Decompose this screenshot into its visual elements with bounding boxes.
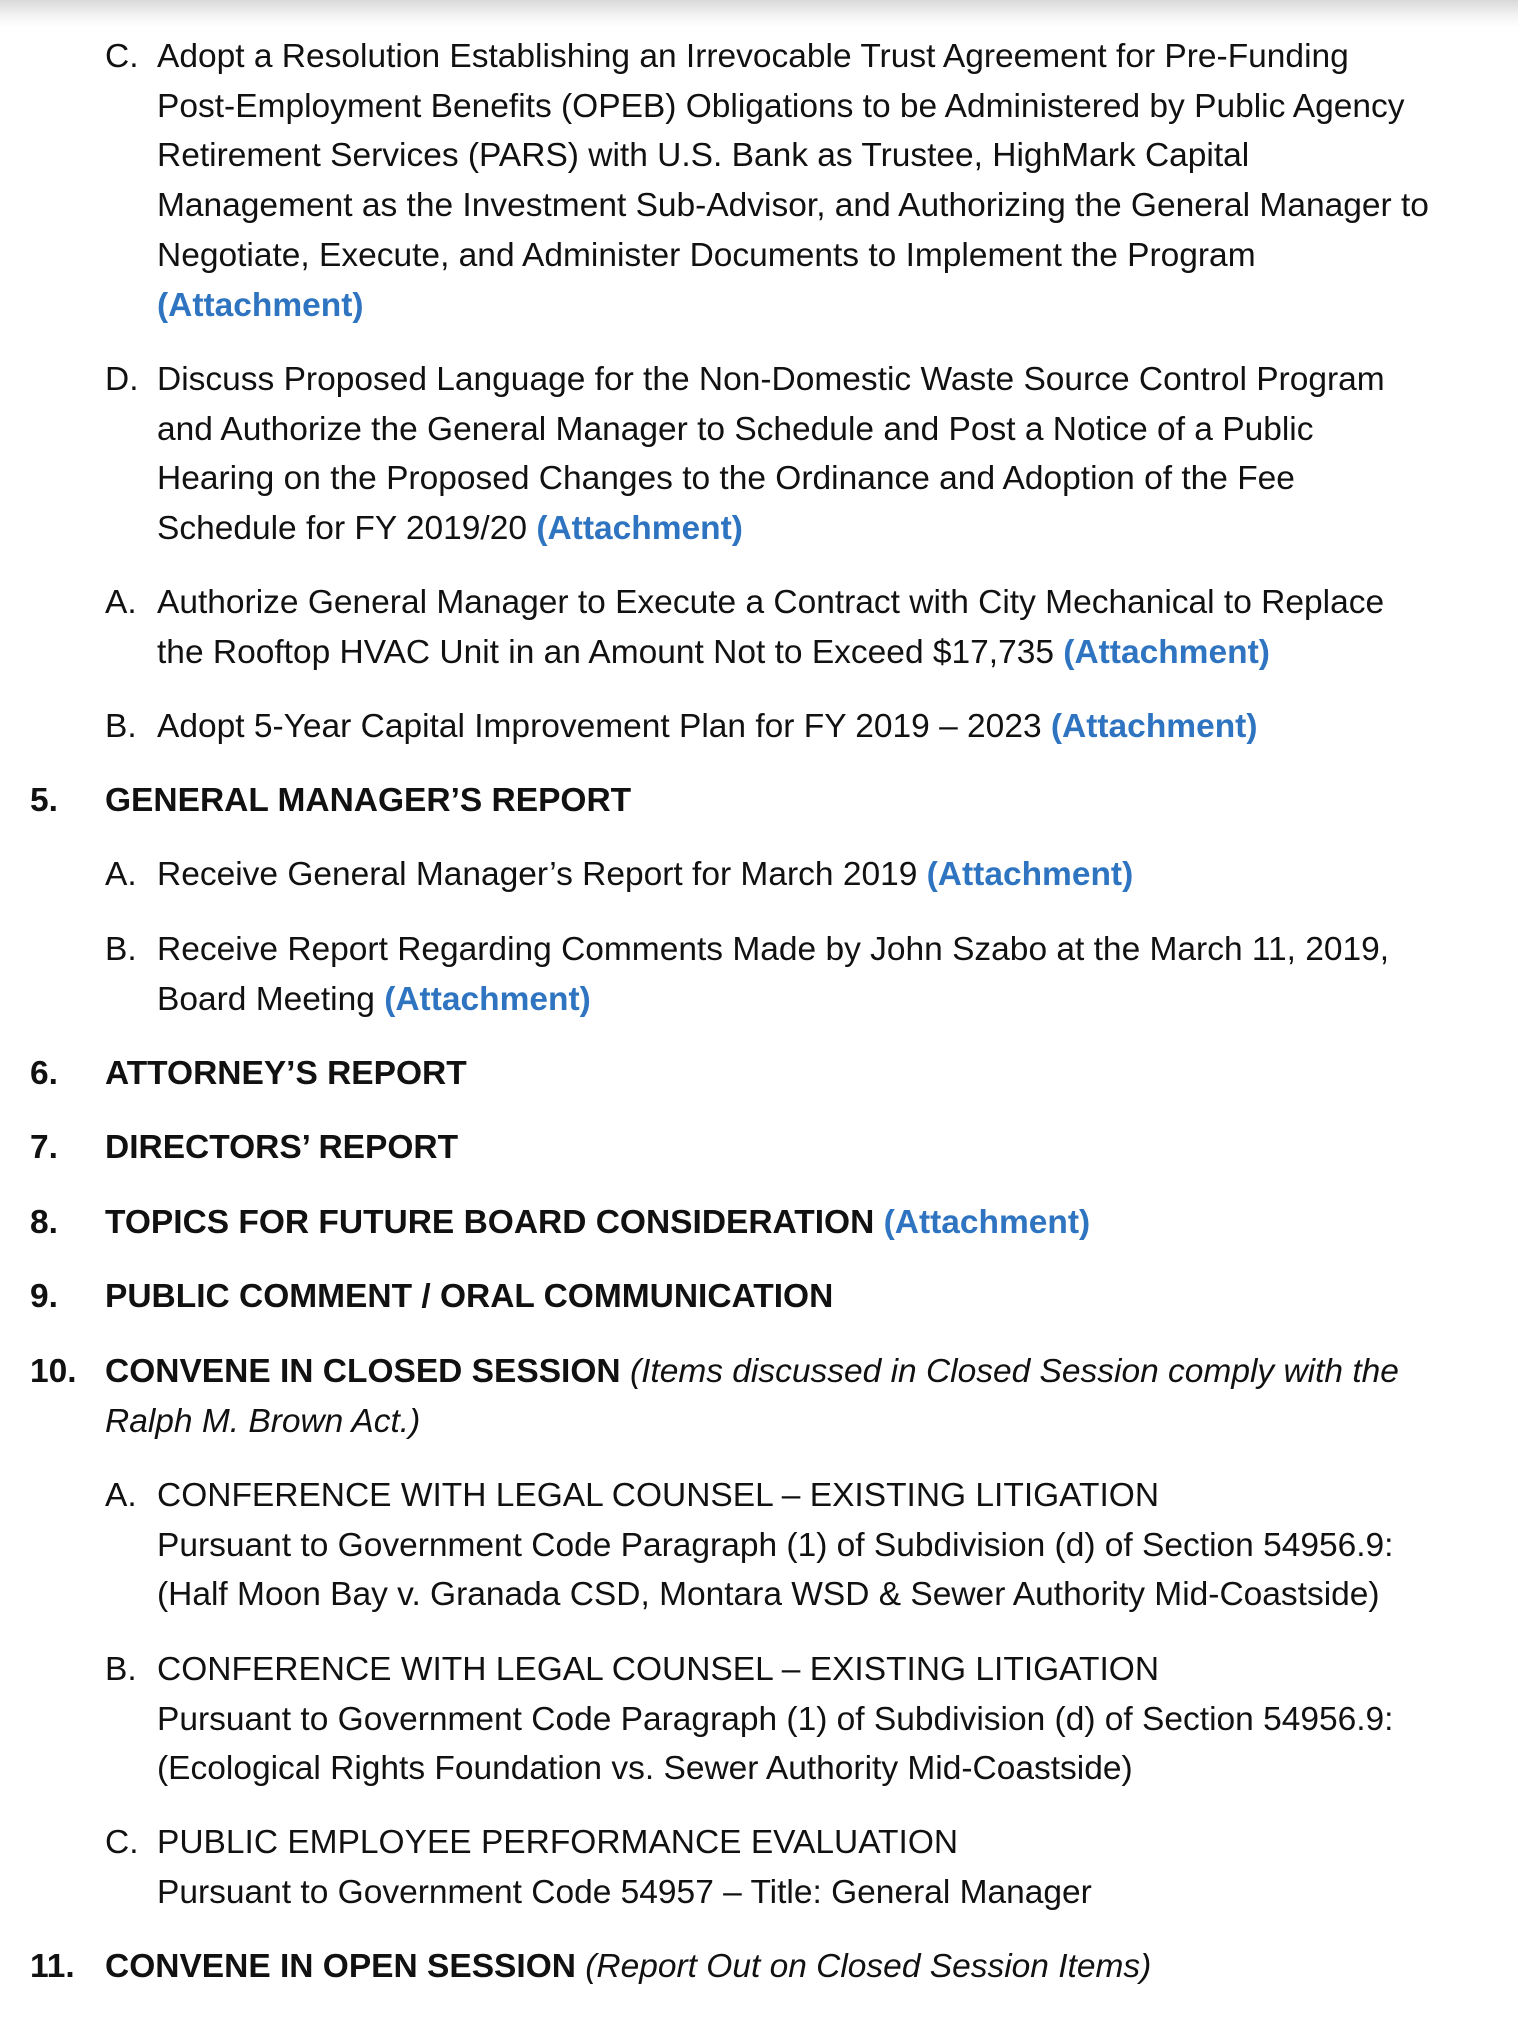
section-note: (Report Out on Closed Session Items) — [585, 1948, 1152, 1985]
subitem-marker: A. — [105, 584, 137, 621]
subitem-line: Receive General Manager’s Report for March 2019 (Attachment) — [157, 856, 1134, 893]
subitem-line: (Ecological Rights Foundation vs. Sewer Authority Mid-Coastside) — [157, 1750, 1133, 1788]
subitem-marker: C. — [105, 1824, 139, 1861]
subitem-line: CONFERENCE WITH LEGAL COUNSEL – EXISTING LITIGATION — [157, 1651, 1160, 1688]
subitem-line: CONFERENCE WITH LEGAL COUNSEL – EXISTING LITIGATION — [157, 1477, 1160, 1514]
subitem-line: Authorize General Manager to Execute a Contract with City Mechanical to Replace — [157, 584, 1385, 621]
subitem-line: Post-Employment Benefits (OPEB) Obligations to be Administered by Public Agency — [157, 87, 1405, 125]
section-title: ATTORNEY’S REPORT — [105, 1055, 467, 1092]
subitem-line: Management as the Investment Sub-Advisor, and Authorizing the General Manager to — [157, 187, 1429, 225]
subitem-line: Pursuant to Government Code Paragraph (1) of Subdivision (d) of Section 54956.9: — [157, 1700, 1394, 1738]
subitem-marker: C. — [105, 38, 139, 75]
section-number: 5. — [30, 782, 58, 819]
subitem-line: Negotiate, Execute, and Administer Documents to Implement the Program — [157, 236, 1256, 274]
section-note: (Items discussed in Closed Session comply with the — [629, 1353, 1399, 1390]
attachment-link[interactable]: (Attachment) — [384, 980, 591, 1018]
attachment-link[interactable]: (Attachment) — [1050, 708, 1258, 745]
subitem-line: PUBLIC EMPLOYEE PERFORMANCE EVALUATION — [157, 1824, 959, 1861]
subitem-line: Adopt 5-Year Capital Improvement Plan for FY 2019 – 2023 (Attachment) — [157, 708, 1258, 745]
subitem-marker: B. — [105, 1651, 137, 1688]
attachment-link[interactable]: (Attachment) — [157, 286, 364, 324]
section-title: GENERAL MANAGER’S REPORT — [105, 782, 632, 819]
subitem-line: Pursuant to Government Code Paragraph (1) of Subdivision (d) of Section 54956.9: — [157, 1526, 1394, 1564]
attachment-link[interactable]: (Attachment) — [926, 856, 1134, 893]
section-number: 6. — [30, 1055, 58, 1092]
section-number: 10. — [30, 1353, 77, 1390]
subitem-line: Discuss Proposed Language for the Non-Domestic Waste Source Control Program — [157, 361, 1385, 398]
subitem-line: Pursuant to Government Code 54957 – Title: General Manager — [157, 1873, 1092, 1911]
subitem-line: (Half Moon Bay v. Granada CSD, Montara WSD & Sewer Authority Mid-Coastside) — [157, 1576, 1380, 1614]
attachment-link[interactable]: (Attachment) — [1063, 633, 1270, 671]
section-title: CONVENE IN CLOSED SESSION — [105, 1353, 621, 1390]
subitem-marker: B. — [105, 931, 137, 968]
subitem-marker: A. — [105, 856, 137, 893]
subitem-marker: B. — [105, 708, 137, 745]
attachment-link[interactable]: (Attachment) — [536, 510, 743, 548]
section-number: 9. — [30, 1278, 58, 1315]
subitem-line: Schedule for FY 2019/20 (Attachment) — [157, 510, 743, 548]
section-number: 11. — [30, 1948, 75, 1985]
section-title: PUBLIC COMMENT / ORAL COMMUNICATION — [105, 1278, 834, 1315]
subitem-line: Board Meeting (Attachment) — [157, 980, 591, 1018]
subitem-line: Retirement Services (PARS) with U.S. Bank as Trustee, HighMark Capital — [157, 137, 1250, 175]
subitem-marker: A. — [105, 1477, 137, 1514]
section-title-line — [105, 1942, 1151, 1992]
section-number: 7. — [30, 1129, 58, 1166]
section-title: CONVENE IN OPEN SESSION — [105, 1948, 576, 1985]
section-note: Ralph M. Brown Act.) — [105, 1402, 421, 1440]
section-title-line: TOPICS FOR FUTURE BOARD CONSIDERATION (Attachment) — [105, 1204, 1091, 1241]
top-scroll-shadow — [0, 0, 1518, 28]
attachment-link[interactable]: (Attachment) — [883, 1204, 1091, 1241]
subitem-marker: D. — [105, 361, 139, 398]
section-title: DIRECTORS’ REPORT — [105, 1129, 459, 1166]
section-number: 8. — [30, 1204, 58, 1241]
subitem-line: the Rooftop HVAC Unit in an Amount Not to Exceed $17,735 (Attachment) — [157, 633, 1270, 671]
subitem-line: Hearing on the Proposed Changes to the Ordinance and Adoption of the Fee — [157, 460, 1295, 498]
subitem-line: and Authorize the General Manager to Schedule and Post a Notice of a Public — [157, 410, 1314, 448]
subitem-line: Adopt a Resolution Establishing an Irrevocable Trust Agreement for Pre-Funding — [157, 38, 1349, 75]
subitem-line: Receive Report Regarding Comments Made by John Szabo at the March 11, 2019, — [157, 931, 1390, 968]
section-title-line — [105, 1347, 1399, 1397]
